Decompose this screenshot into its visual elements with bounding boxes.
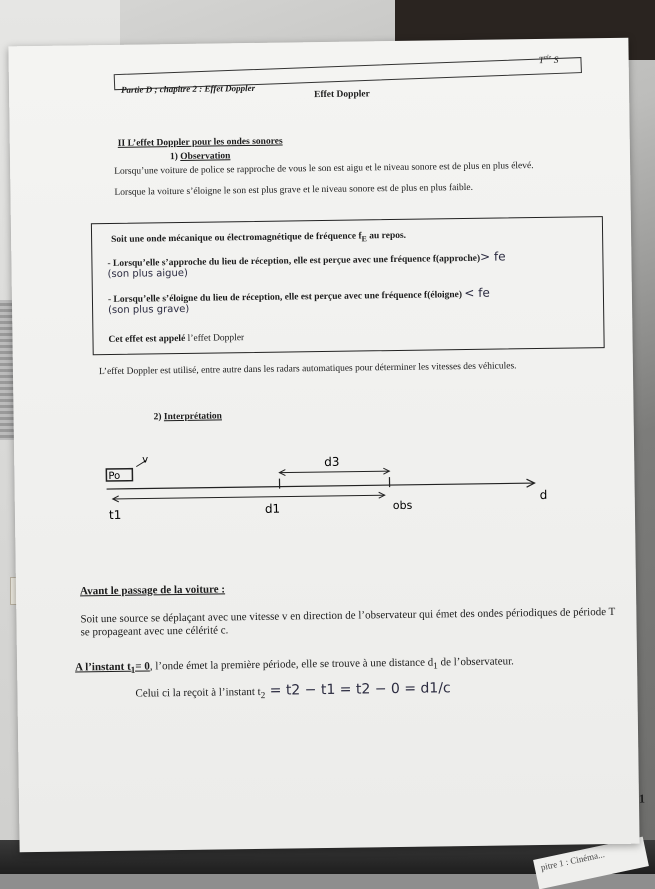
celui-sub: 2 — [261, 690, 266, 700]
instant-rest-end: de l’observateur. — [438, 655, 514, 668]
velocity-label: v — [142, 454, 148, 465]
box-intro-text: Soit une onde mécanique ou électromagnétique de fréquence f — [111, 231, 362, 244]
handwritten-away-note: (son plus grave) — [108, 304, 189, 316]
box-approach-text: - Lorsqu’elle s’approche du lieu de réception, elle est perçue avec une fréquence f(approche) — [107, 254, 480, 269]
axis-line — [107, 483, 535, 489]
d-axis-label: d — [540, 488, 548, 502]
section-heading: II L’effet Doppler pour les ondes sonores — [118, 137, 283, 149]
d1-arrow — [113, 495, 385, 499]
avant-heading: Avant le passage de la voiture : — [80, 583, 225, 597]
part-label: Partie D ; chapitre 2 : Effet Doppler — [121, 83, 255, 95]
document-page — [8, 38, 639, 853]
avant-paragraph: Soit une source se déplaçant avec une vitesse v en direction de l’observateur qui émet des ondes périodiques de période T se propageant avec une célérité c. — [80, 606, 620, 640]
instant-bold-end: = 0 — [135, 660, 150, 672]
obs-label: obs — [393, 499, 413, 512]
subsection-interpretation — [154, 411, 222, 422]
instant-line — [75, 654, 635, 676]
d3-label: d3 — [324, 455, 339, 469]
box-conclusion-rest: l’effet Doppler — [185, 333, 244, 344]
handwritten-away: < fe — [464, 286, 490, 300]
page-title: Effet Doppler — [314, 89, 370, 100]
celui-text: Celui ci la reçoit à l’instant t — [135, 686, 260, 700]
handwritten-approach: > fe — [480, 249, 506, 263]
observation-line-1: Lorsqu’une voiture de police se rapproche de vous le son est aigu et le niveau sonore est de plus en plus élevé. — [114, 160, 584, 178]
radar-text: L’effet Doppler est utilisé, entre autre dans les radars automatiques pour déterminer les vitesses des véhicules. — [99, 360, 579, 378]
instant-rest: , l’onde émet la première période, elle se trouve à une distance d — [150, 656, 434, 672]
handwritten-equation: = t2 − t1 = t2 − 0 = d1/c — [265, 680, 451, 699]
class-label-main: T — [539, 56, 544, 66]
interp-number: 2) — [154, 412, 162, 422]
celui-line — [135, 680, 451, 702]
subsection-number: 1) — [170, 152, 178, 162]
subsection-label: Observation — [180, 151, 230, 162]
doppler-diagram — [84, 451, 565, 538]
box-conclusion — [108, 333, 244, 345]
bottom-document-label: pitre 1 : Cinéma... — [533, 837, 649, 889]
d3-arrow — [279, 471, 389, 473]
handwritten-approach-note: (son plus aigue) — [108, 268, 188, 280]
d1-label: d1 — [265, 502, 280, 516]
instant-bold-text: A l’instant t — [75, 661, 131, 674]
class-label-suffix: S — [551, 56, 558, 66]
car-label: Po — [108, 471, 120, 482]
box-conclusion-bold: Cet effet est appelé — [108, 334, 185, 345]
instant-rest-sub: 1 — [433, 661, 438, 671]
subsection-observation — [170, 151, 231, 162]
class-label-sup: ale — [544, 55, 551, 61]
box-intro-end: au repos. — [367, 231, 406, 242]
page-number: 1 — [639, 792, 645, 807]
instant-bold — [75, 660, 150, 673]
interp-label: Interprétation — [164, 411, 222, 422]
t1-label: t1 — [109, 508, 122, 522]
observation-line-2: Lorsque la voiture s’éloigne le son est plus grave et le niveau sonore est de plus en plus faible. — [114, 181, 594, 199]
box-away-text: - Lorsqu’elle s’éloigne du lieu de réception, elle est perçue avec une fréquence f(éloigne) — [108, 290, 462, 305]
instant-bold-sub: 1 — [131, 665, 136, 675]
box-intro-sub: E — [362, 234, 367, 243]
